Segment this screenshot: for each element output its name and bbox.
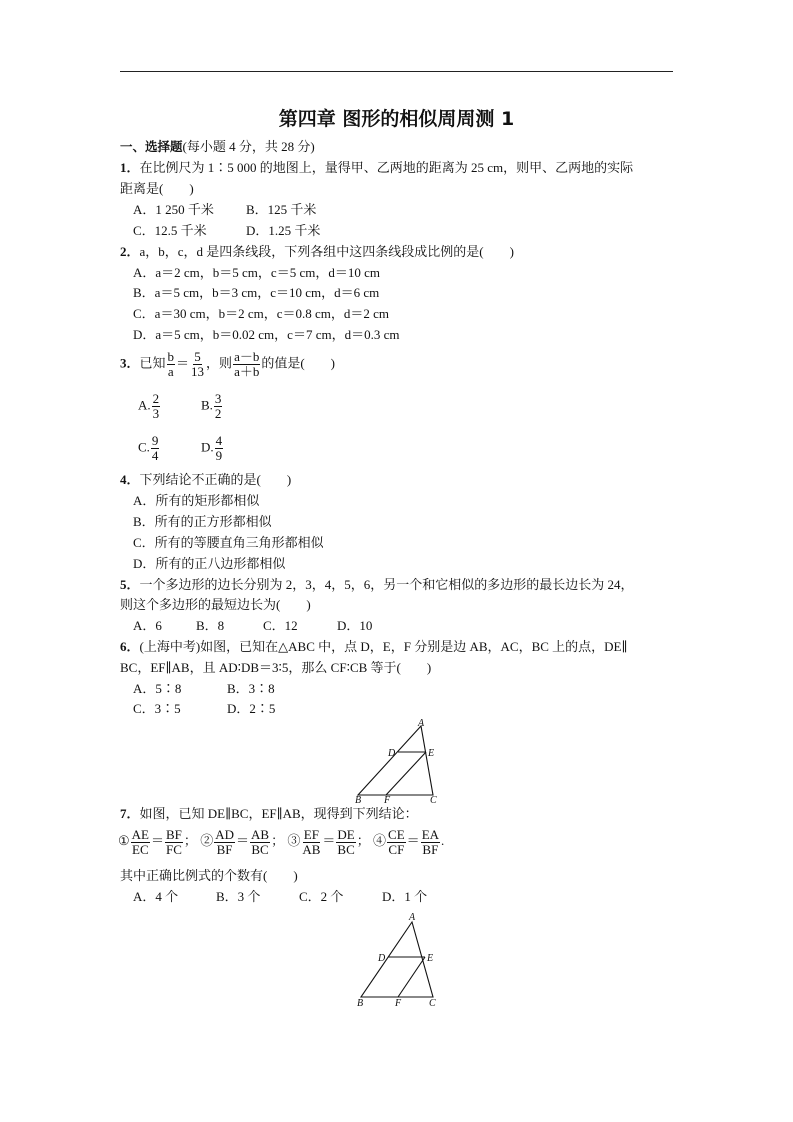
q6-option-a: A．5∶8: [133, 681, 182, 696]
page-title: 第四章 图形的相似周周测 1: [278, 108, 515, 130]
denominator: BF: [216, 842, 233, 857]
separator: ；: [183, 833, 197, 849]
option-label: B.: [201, 397, 213, 413]
equals: ＝: [151, 833, 165, 849]
q-text: 在比例尺为 1∶5 000 的地图上，量得甲、乙两地的距离为 25 cm，则甲、乙两地的实际: [139, 160, 634, 175]
equals: ＝: [406, 833, 420, 849]
q6-option-c: C．3∶5: [133, 701, 181, 716]
label-c: C: [430, 795, 437, 806]
q1-option-d: D．1.25 千米: [246, 223, 321, 238]
q-text: (上海中考)如图，已知在△ABC 中，点 D，E，F 分别是边 AB，AC，BC 上的点，DE∥: [139, 639, 628, 654]
question-7-cont: 其中正确比例式的个数有( ): [120, 868, 298, 883]
statement-1: [118, 827, 197, 857]
denominator: FC: [166, 842, 182, 857]
statement-2: [200, 827, 285, 857]
circled-number: ④: [373, 833, 387, 849]
numerator: 3: [214, 391, 222, 406]
question-1-cont: 距离是( ): [120, 181, 194, 196]
denominator: a: [167, 364, 174, 379]
option-label: A.: [138, 397, 151, 413]
label-b: B: [355, 795, 362, 806]
triangle-figure-q6: [358, 726, 433, 795]
separator: .: [441, 833, 445, 849]
denominator: EC: [132, 842, 149, 857]
numerator: AE: [131, 827, 149, 842]
option-label: D.: [201, 439, 214, 455]
numerator: EF: [303, 827, 319, 842]
q4-option-b: B．所有的正方形都相似: [133, 514, 272, 529]
q1-option-a: A．1 250 千米: [133, 202, 214, 217]
q-number: 6．: [120, 639, 140, 654]
q-text: 一个多边形的边长分别为 2，3，4，5，6，另一个和它相似的多边形的最长边长为 24，: [139, 577, 634, 592]
q6-option-d: D．2∶5: [227, 701, 276, 716]
label-a: A: [418, 718, 425, 729]
q-number: 7．: [120, 806, 140, 821]
equals: ＝: [235, 833, 249, 849]
q7-option-d: D．1 个: [382, 889, 428, 904]
q-text: 下列结论不正确的是( ): [139, 472, 292, 487]
statement-4: [373, 827, 445, 857]
denominator: BC: [251, 842, 269, 857]
q-text: ，则: [206, 355, 233, 371]
numerator: EA: [421, 827, 440, 842]
denominator: a＋b: [234, 364, 260, 379]
q-number: 1．: [120, 160, 140, 175]
label-e: E: [428, 748, 435, 759]
segment-ef: [398, 957, 425, 997]
numerator: b: [167, 349, 175, 364]
q7-option-a: A．4 个: [133, 889, 179, 904]
q1-option-c: C．12.5 千米: [133, 223, 207, 238]
triangle-abc: [361, 922, 433, 997]
fraction: [387, 828, 406, 857]
option-label: C.: [138, 439, 150, 455]
circled-number: ③: [287, 833, 301, 849]
q-number: 4．: [120, 472, 140, 487]
label-e: E: [427, 953, 434, 964]
fraction: [131, 828, 150, 857]
denominator: CF: [388, 842, 405, 857]
numerator: DE: [337, 827, 355, 842]
fraction: [165, 828, 183, 857]
label-f: F: [395, 998, 402, 1009]
q2-option-d: D．a＝5 cm，b＝0.02 cm，c＝7 cm，d＝0.3 cm: [133, 327, 400, 342]
question-5-cont: 则这个多边形的最短边长为( ): [120, 597, 311, 612]
numerator: 9: [151, 433, 159, 448]
circled-number: ②: [200, 833, 214, 849]
fraction: [301, 828, 321, 857]
q-number: 2．: [120, 244, 140, 259]
numerator: AB: [251, 827, 270, 842]
numerator: a－b: [234, 349, 260, 364]
denominator: BF: [422, 842, 439, 857]
label-a: A: [409, 912, 416, 923]
section-label: 一、选择题: [120, 139, 183, 154]
denominator: 4: [151, 448, 159, 463]
separator: ；: [356, 833, 370, 849]
q7-option-b: B．3 个: [216, 889, 261, 904]
numerator: CE: [388, 827, 405, 842]
label-d: D: [378, 953, 386, 964]
q4-option-a: A．所有的矩形都相似: [133, 493, 260, 508]
numerator: BF: [166, 827, 182, 842]
q-text: 如图，已知 DE∥BC，EF∥AB，现得到下列结论：: [139, 806, 418, 821]
denominator: AB: [302, 842, 321, 857]
q5-option-a: A．6: [133, 618, 162, 633]
section-note: (每小题 4 分，共 28 分): [182, 139, 315, 154]
denominator: 9: [215, 448, 223, 463]
numerator: 4: [215, 433, 223, 448]
label-c: C: [429, 998, 436, 1009]
q5-option-d: D．10: [337, 618, 373, 633]
q2-option-a: A．a＝2 cm，b＝5 cm，c＝5 cm，d＝10 cm: [133, 265, 380, 280]
q-text: a，b，c，d 是四条线段，下列各组中这四条线段成比例的是( ): [139, 244, 514, 259]
q1-option-b: B．125 千米: [246, 202, 317, 217]
numerator: 5: [194, 349, 201, 364]
label-f: F: [384, 795, 391, 806]
numerator: AD: [215, 827, 234, 842]
label-d: D: [388, 748, 396, 759]
q2-option-c: C．a＝30 cm，b＝2 cm，c＝0.8 cm，d＝2 cm: [133, 306, 389, 321]
q7-option-c: C．2 个: [299, 889, 344, 904]
question-7: [120, 805, 418, 823]
figure-2-labels: [357, 912, 436, 1009]
equals: ＝: [176, 355, 190, 371]
denominator: 2: [214, 406, 222, 421]
denominator: 3: [152, 406, 160, 421]
q-text: 的值是( ): [261, 355, 336, 371]
q5-option-b: B．8: [196, 618, 225, 633]
q5-option-c: C．12: [263, 618, 298, 633]
q7-statements: [118, 828, 444, 857]
q6-option-b: B．3∶8: [227, 681, 275, 696]
question-6-cont: BC，EF∥AB，且 AD∶DB＝3∶5，那么 CF∶CB 等于( ): [120, 660, 432, 675]
separator: ；: [271, 833, 285, 849]
q-text: 已知: [139, 355, 166, 371]
fraction: [214, 828, 235, 857]
q-number: 3．: [120, 355, 140, 371]
figure-1-labels: [355, 718, 437, 806]
denominator: 13: [191, 364, 205, 379]
q2-option-b: B．a＝5 cm，b＝3 cm，c＝10 cm，d＝6 cm: [133, 285, 380, 300]
circled-number: ①: [118, 833, 130, 849]
q4-option-c: C．所有的等腰直角三角形都相似: [133, 535, 324, 550]
equals: ＝: [322, 833, 336, 849]
label-b: B: [357, 998, 364, 1009]
denominator: BC: [337, 842, 355, 857]
numerator: 2: [152, 391, 160, 406]
fraction: [250, 828, 270, 857]
fraction: [421, 828, 440, 857]
fraction: [336, 828, 355, 857]
statement-3: [287, 827, 370, 857]
q-number: 5．: [120, 577, 140, 592]
triangle-figure-q7: [361, 922, 433, 997]
q4-option-d: D．所有的正八边形都相似: [133, 556, 286, 571]
